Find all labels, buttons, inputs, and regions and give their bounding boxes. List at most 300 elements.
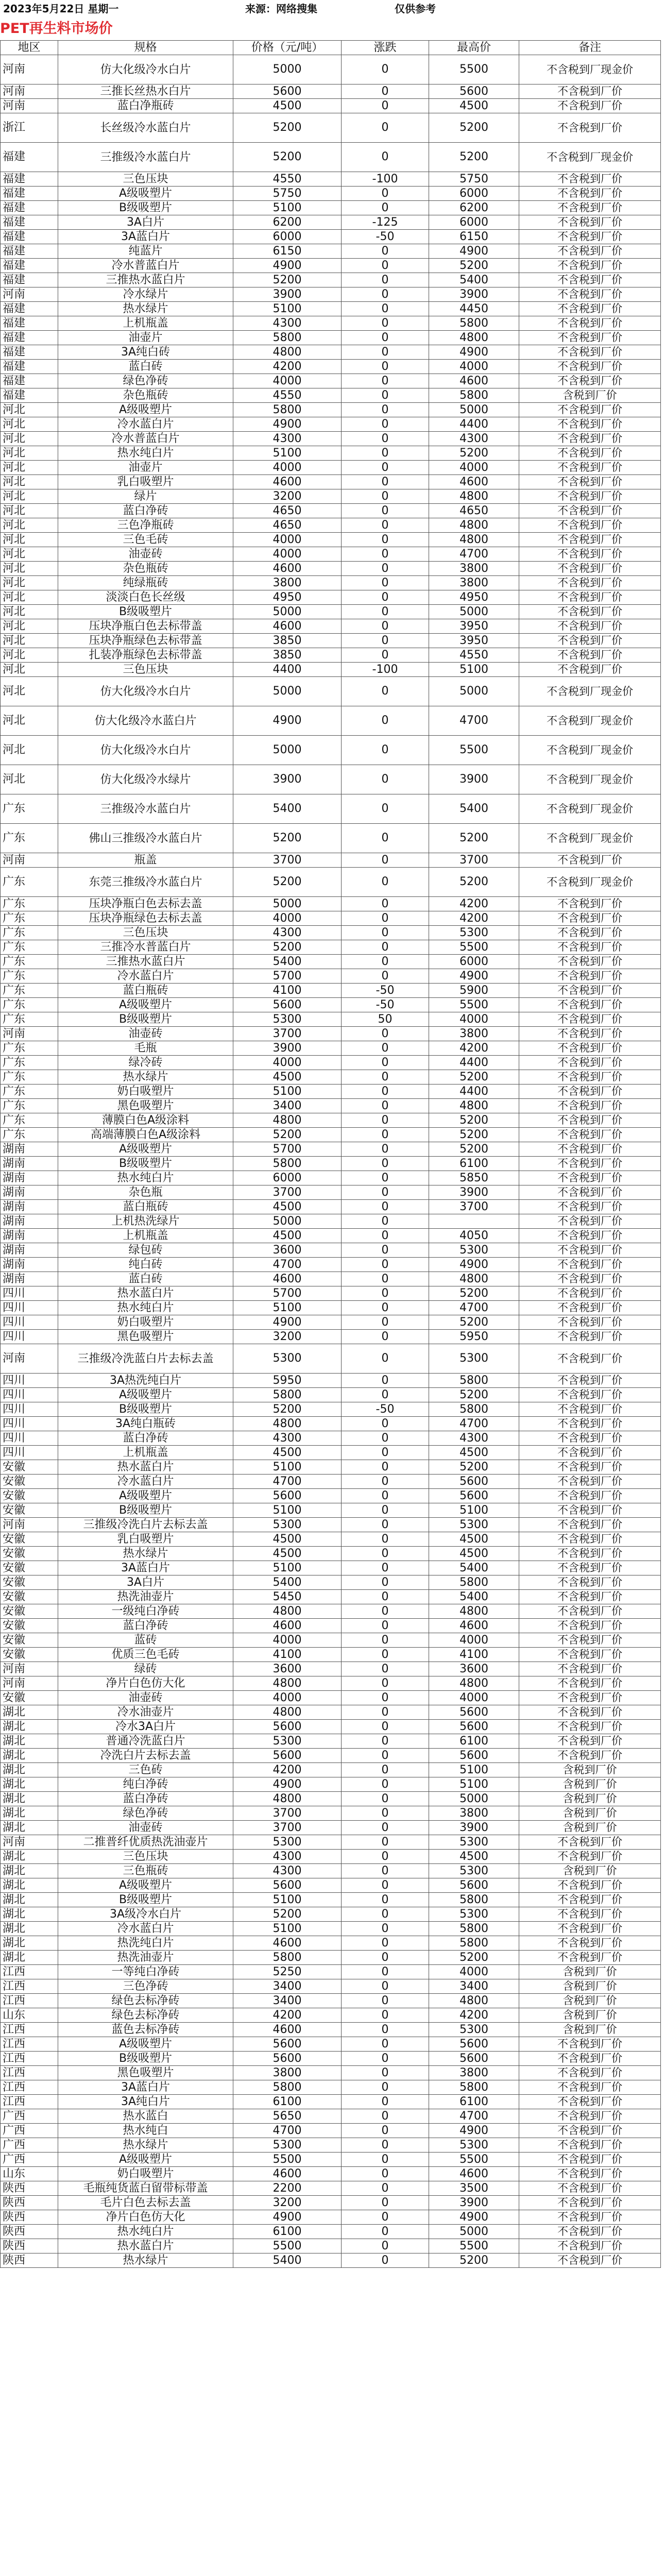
high-price-cell: 5300 — [429, 926, 519, 940]
high-price-cell: 3900 — [429, 2196, 519, 2210]
remark-cell: 不含税到厂价 — [519, 1648, 661, 1662]
region-cell: 广东 — [1, 926, 58, 940]
spec-cell: A级吸塑片 — [58, 1878, 233, 1893]
remark-cell: 不含税到厂价 — [519, 1402, 661, 1417]
change-cell: 0 — [342, 1518, 429, 1532]
region-cell: 江西 — [1, 1965, 58, 1979]
remark-cell: 不含税到厂价 — [519, 562, 661, 576]
table-row — [1, 1547, 661, 1561]
high-price-cell: 6150 — [429, 230, 519, 244]
change-cell: 0 — [342, 1315, 429, 1330]
table-row — [1, 1590, 661, 1604]
region-cell: 广东 — [1, 824, 58, 853]
spec-cell: 优质三色毛砖 — [58, 1648, 233, 1662]
table-row — [1, 1503, 661, 1518]
remark-cell: 不含税到厂价 — [519, 1431, 661, 1446]
change-cell: 0 — [342, 2052, 429, 2066]
table-row — [1, 1777, 661, 1792]
change-cell: 0 — [342, 1243, 429, 1258]
price-cell: 5100 — [233, 446, 342, 461]
change-cell: 0 — [342, 417, 429, 432]
table-row — [1, 1128, 661, 1142]
spec-cell: B级吸塑片 — [58, 1157, 233, 1171]
table-row — [1, 1402, 661, 1417]
region-cell: 湖南 — [1, 1258, 58, 1272]
price-cell: 4800 — [233, 1676, 342, 1691]
price-cell: 5400 — [233, 1575, 342, 1590]
remark-cell: 不含税到厂价 — [519, 619, 661, 634]
column-header-remark: 备注 — [519, 41, 661, 55]
remark-cell: 不含税到厂价 — [519, 897, 661, 911]
spec-cell: A级吸塑片 — [58, 1489, 233, 1503]
price-cell: 5800 — [233, 403, 342, 417]
remark-cell: 不含税到厂价 — [519, 489, 661, 504]
spec-cell: 纯蓝片 — [58, 244, 233, 259]
region-cell: 河北 — [1, 461, 58, 475]
region-cell: 四川 — [1, 1402, 58, 1417]
table-row — [1, 998, 661, 1012]
spec-cell: 上机热洗绿片 — [58, 1214, 233, 1229]
region-cell: 湖北 — [1, 1806, 58, 1821]
table-row — [1, 113, 661, 143]
remark-cell: 不含税到厂价 — [519, 345, 661, 360]
price-cell: 5200 — [233, 1402, 342, 1417]
region-cell: 陕西 — [1, 2181, 58, 2196]
change-cell: 0 — [342, 2095, 429, 2109]
region-cell: 湖北 — [1, 1749, 58, 1763]
change-cell: 0 — [342, 1374, 429, 1388]
price-cell: 5300 — [233, 1835, 342, 1850]
spec-cell: B级吸塑片 — [58, 1012, 233, 1027]
region-cell: 湖北 — [1, 1893, 58, 1907]
change-cell: 0 — [342, 287, 429, 302]
table-row — [1, 940, 661, 955]
table-row — [1, 187, 661, 201]
table-row — [1, 1185, 661, 1200]
spec-cell: 3A白片 — [58, 215, 233, 230]
high-price-cell: 5000 — [429, 403, 519, 417]
high-price-cell: 5750 — [429, 172, 519, 187]
remark-cell: 不含税到厂价 — [519, 1272, 661, 1286]
remark-cell: 不含税到厂现金价 — [519, 677, 661, 706]
remark-cell: 不含税到厂价 — [519, 1561, 661, 1575]
spec-cell: 油壶砖 — [58, 1821, 233, 1835]
change-cell: 0 — [342, 1258, 429, 1272]
change-cell: 0 — [342, 2109, 429, 2124]
remark-cell: 不含税到厂价 — [519, 1417, 661, 1431]
table-row — [1, 273, 661, 287]
spec-cell: 绿片 — [58, 489, 233, 504]
region-cell: 江西 — [1, 2066, 58, 2080]
remark-cell: 不含税到厂价 — [519, 2196, 661, 2210]
spec-cell: 三色毛砖 — [58, 533, 233, 547]
spec-cell: 绿色净砖 — [58, 1806, 233, 1821]
spec-cell: 奶白吸塑片 — [58, 1084, 233, 1099]
change-cell: 0 — [342, 1705, 429, 1720]
remark-cell: 不含税到厂价 — [519, 187, 661, 201]
price-cell: 5300 — [233, 1734, 342, 1749]
remark-cell: 不含税到厂价 — [519, 1157, 661, 1171]
high-price-cell: 4400 — [429, 1084, 519, 1099]
price-cell: 4500 — [233, 1446, 342, 1460]
high-price-cell: 5800 — [429, 2080, 519, 2095]
table-row — [1, 1763, 661, 1777]
region-cell: 四川 — [1, 1301, 58, 1315]
region-cell: 四川 — [1, 1388, 58, 1402]
spec-cell: 3A蓝白片 — [58, 1561, 233, 1575]
high-price-cell: 4000 — [429, 1691, 519, 1705]
remark-cell: 不含税到厂价 — [519, 1056, 661, 1070]
high-price-cell: 4700 — [429, 547, 519, 562]
remark-cell: 不含税到厂价 — [519, 1907, 661, 1922]
remark-cell: 不含税到厂价 — [519, 1850, 661, 1864]
change-cell: 0 — [342, 345, 429, 360]
change-cell: 0 — [342, 1763, 429, 1777]
change-cell: -100 — [342, 172, 429, 187]
price-cell: 5100 — [233, 1503, 342, 1518]
table-row — [1, 1142, 661, 1157]
price-cell: 5100 — [233, 1922, 342, 1936]
remark-cell: 不含税到厂价 — [519, 547, 661, 562]
price-cell: 4600 — [233, 475, 342, 489]
remark-cell: 不含税到厂价 — [519, 1041, 661, 1056]
region-cell: 江西 — [1, 2080, 58, 2095]
high-price-cell: 4500 — [429, 99, 519, 113]
price-cell: 4000 — [233, 461, 342, 475]
change-cell: 0 — [342, 926, 429, 940]
remark-cell: 不含税到厂价 — [519, 1214, 661, 1229]
region-cell: 河北 — [1, 518, 58, 533]
price-cell: 5200 — [233, 824, 342, 853]
change-cell: 0 — [342, 1604, 429, 1619]
price-cell: 5750 — [233, 187, 342, 201]
remark-cell: 不含税到厂价 — [519, 1676, 661, 1691]
table-row — [1, 1965, 661, 1979]
price-cell: 4650 — [233, 518, 342, 533]
spec-cell: B级吸塑片 — [58, 605, 233, 619]
remark-cell: 不含税到厂现金价 — [519, 765, 661, 794]
high-price-cell: 4200 — [429, 1041, 519, 1056]
change-cell: 0 — [342, 1070, 429, 1084]
change-cell: 0 — [342, 1648, 429, 1662]
price-cell: 3700 — [233, 1821, 342, 1835]
table-row — [1, 2008, 661, 2023]
spec-cell: 长丝级冷水蓝白片 — [58, 113, 233, 143]
change-cell: 0 — [342, 316, 429, 331]
high-price-cell: 5300 — [429, 1835, 519, 1850]
region-cell: 河北 — [1, 634, 58, 648]
remark-cell: 不含税到厂价 — [519, 403, 661, 417]
change-cell: 0 — [342, 1590, 429, 1604]
spec-cell: 上机瓶盖 — [58, 1229, 233, 1243]
spec-cell: 冷水油壶片 — [58, 1705, 233, 1720]
table-row — [1, 736, 661, 765]
remark-cell: 含税到厂价 — [519, 1777, 661, 1792]
region-cell: 福建 — [1, 374, 58, 388]
spec-cell: 冷水蓝白片 — [58, 1922, 233, 1936]
price-cell: 5100 — [233, 1893, 342, 1907]
price-cell: 3700 — [233, 1027, 342, 1041]
remark-cell: 不含税到厂价 — [519, 1662, 661, 1676]
price-cell: 3400 — [233, 1994, 342, 2008]
high-price-cell: 3900 — [429, 287, 519, 302]
price-cell: 6000 — [233, 1171, 342, 1185]
spec-cell: 三色瓶砖 — [58, 1864, 233, 1878]
region-cell: 河北 — [1, 663, 58, 677]
region-cell: 陕西 — [1, 2239, 58, 2253]
remark-cell: 不含税到厂价 — [519, 648, 661, 663]
high-price-cell: 4550 — [429, 648, 519, 663]
remark-cell: 不含税到厂价 — [519, 172, 661, 187]
change-cell: 0 — [342, 911, 429, 926]
price-cell: 3600 — [233, 1243, 342, 1258]
change-cell: 0 — [342, 1417, 429, 1431]
table-row — [1, 1243, 661, 1258]
region-cell: 广东 — [1, 984, 58, 998]
high-price-cell: 4000 — [429, 1012, 519, 1027]
high-price-cell: 5000 — [429, 1792, 519, 1806]
remark-cell: 不含税到厂价 — [519, 2052, 661, 2066]
region-cell: 湖南 — [1, 1157, 58, 1171]
price-cell: 4400 — [233, 663, 342, 677]
high-price-cell: 5200 — [429, 1070, 519, 1084]
region-cell: 广东 — [1, 868, 58, 897]
table-row — [1, 1951, 661, 1965]
table-row — [1, 2253, 661, 2268]
spec-cell: 热洗油壶片 — [58, 1951, 233, 1965]
high-price-cell: 4700 — [429, 2109, 519, 2124]
price-cell: 4200 — [233, 360, 342, 374]
spec-cell: 纯白净砖 — [58, 1777, 233, 1792]
spec-cell: 瓶盖 — [58, 853, 233, 868]
region-cell: 江西 — [1, 2037, 58, 2052]
high-price-cell: 6000 — [429, 955, 519, 969]
remark-cell: 不含税到厂价 — [519, 1344, 661, 1374]
remark-cell: 不含税到厂价 — [519, 1547, 661, 1561]
price-cell: 5600 — [233, 2037, 342, 2052]
region-cell: 湖南 — [1, 1214, 58, 1229]
change-cell: 0 — [342, 273, 429, 287]
spec-cell: 三色净瓶砖 — [58, 518, 233, 533]
remark-cell: 不含税到厂价 — [519, 374, 661, 388]
table-row — [1, 1705, 661, 1720]
price-cell: 3900 — [233, 1041, 342, 1056]
change-cell: 0 — [342, 533, 429, 547]
change-cell: 0 — [342, 1777, 429, 1792]
high-price-cell: 3900 — [429, 1185, 519, 1200]
high-price-cell: 4700 — [429, 1301, 519, 1315]
price-cell: 4550 — [233, 172, 342, 187]
change-cell: 0 — [342, 2037, 429, 2052]
region-cell: 河北 — [1, 489, 58, 504]
high-price-cell: 5200 — [429, 1113, 519, 1128]
spec-cell: 蓝色去标净砖 — [58, 2023, 233, 2037]
change-cell: 0 — [342, 1475, 429, 1489]
price-cell: 4600 — [233, 1936, 342, 1951]
spec-cell: 压块净瓶绿色去标带盖 — [58, 634, 233, 648]
change-cell: 0 — [342, 2023, 429, 2037]
spec-cell: 绿包砖 — [58, 1243, 233, 1258]
remark-cell: 含税到厂价 — [519, 1979, 661, 1994]
price-cell: 5700 — [233, 969, 342, 984]
spec-cell: 绿冷砖 — [58, 1056, 233, 1070]
change-cell: 0 — [342, 1041, 429, 1056]
high-price-cell: 6100 — [429, 2095, 519, 2109]
change-cell: 0 — [342, 868, 429, 897]
table-row — [1, 547, 661, 562]
region-cell: 安徽 — [1, 1503, 58, 1518]
region-cell: 河北 — [1, 475, 58, 489]
change-cell: 0 — [342, 1301, 429, 1315]
remark-cell: 不含税到厂价 — [519, 955, 661, 969]
change-cell: 0 — [342, 2153, 429, 2167]
high-price-cell: 4900 — [429, 969, 519, 984]
change-cell: 0 — [342, 475, 429, 489]
high-price-cell: 5200 — [429, 259, 519, 273]
price-cell: 5500 — [233, 2153, 342, 2167]
remark-cell: 不含税到厂现金价 — [519, 143, 661, 172]
table-row — [1, 1749, 661, 1763]
high-price-cell: 5200 — [429, 1128, 519, 1142]
spec-cell: 油壶砖 — [58, 1027, 233, 1041]
change-cell: 0 — [342, 897, 429, 911]
remark-cell: 不含税到厂价 — [519, 113, 661, 143]
table-row — [1, 2052, 661, 2066]
high-price-cell: 5800 — [429, 1374, 519, 1388]
remark-cell: 不含税到厂价 — [519, 1893, 661, 1907]
price-cell: 6000 — [233, 230, 342, 244]
table-row — [1, 955, 661, 969]
high-price-cell: 4800 — [429, 1272, 519, 1286]
table-row — [1, 1315, 661, 1330]
remark-cell: 不含税到厂价 — [519, 1951, 661, 1965]
price-cell: 3600 — [233, 1662, 342, 1676]
price-cell: 5100 — [233, 201, 342, 215]
high-price-cell: 4900 — [429, 1258, 519, 1272]
change-cell: 0 — [342, 446, 429, 461]
remark-cell: 不含税到厂价 — [519, 1128, 661, 1142]
region-cell: 福建 — [1, 316, 58, 331]
spec-cell: 三推热水蓝白片 — [58, 273, 233, 287]
high-price-cell: 4950 — [429, 590, 519, 605]
change-cell: 0 — [342, 1272, 429, 1286]
high-price-cell: 5600 — [429, 84, 519, 99]
price-cell: 4800 — [233, 345, 342, 360]
spec-cell: 三推级冷洗白片去标去盖 — [58, 1518, 233, 1532]
high-price-cell: 5600 — [429, 1475, 519, 1489]
remark-cell: 不含税到厂现金价 — [519, 706, 661, 736]
price-cell: 5250 — [233, 1965, 342, 1979]
region-cell: 安徽 — [1, 1633, 58, 1648]
region-cell: 湖北 — [1, 1763, 58, 1777]
high-price-cell: 6100 — [429, 1157, 519, 1171]
region-cell: 安徽 — [1, 1575, 58, 1590]
table-row — [1, 634, 661, 648]
change-cell: 0 — [342, 2138, 429, 2153]
spec-cell: 3A蓝白片 — [58, 2080, 233, 2095]
change-cell: 0 — [342, 1965, 429, 1979]
spec-cell: 冷洗白片去标去盖 — [58, 1749, 233, 1763]
table-row — [1, 533, 661, 547]
price-cell: 3800 — [233, 2066, 342, 2080]
high-price-cell: 3500 — [429, 2181, 519, 2196]
remark-cell: 不含税到厂价 — [519, 1027, 661, 1041]
price-cell: 5000 — [233, 605, 342, 619]
spec-cell: 上机瓶盖 — [58, 1446, 233, 1460]
spec-cell: 3A级冷水白片 — [58, 1907, 233, 1922]
remark-cell: 不含税到厂价 — [519, 475, 661, 489]
page-title: PET再生料市场价 — [0, 21, 113, 37]
remark-cell: 不含税到厂价 — [519, 1720, 661, 1734]
spec-cell: 热水绿片 — [58, 1070, 233, 1084]
region-cell: 福建 — [1, 345, 58, 360]
high-price-cell: 3800 — [429, 576, 519, 590]
change-cell: 0 — [342, 1099, 429, 1113]
region-cell: 福建 — [1, 143, 58, 172]
remark-cell: 不含税到厂价 — [519, 1575, 661, 1590]
high-price-cell: 5100 — [429, 1777, 519, 1792]
high-price-cell: 3950 — [429, 619, 519, 634]
price-cell: 4900 — [233, 2210, 342, 2225]
region-cell: 河北 — [1, 677, 58, 706]
change-cell: 0 — [342, 677, 429, 706]
remark-cell: 不含税到厂价 — [519, 940, 661, 955]
change-cell: 0 — [342, 489, 429, 504]
remark-cell: 不含税到厂价 — [519, 1633, 661, 1648]
high-price-cell: 5800 — [429, 316, 519, 331]
region-cell: 安徽 — [1, 1460, 58, 1475]
remark-cell: 不含税到厂价 — [519, 84, 661, 99]
region-cell: 河南 — [1, 55, 58, 84]
region-cell: 湖南 — [1, 1142, 58, 1157]
table-header — [1, 41, 661, 55]
change-cell: 0 — [342, 1185, 429, 1200]
price-cell: 5300 — [233, 1518, 342, 1532]
spec-cell: 仿大化级冷水蓝白片 — [58, 706, 233, 736]
spec-cell: 油壶砖 — [58, 547, 233, 562]
region-cell: 广东 — [1, 955, 58, 969]
remark-cell: 不含税到厂价 — [519, 2253, 661, 2268]
change-cell: 0 — [342, 2167, 429, 2181]
price-cell: 4950 — [233, 590, 342, 605]
change-cell: 0 — [342, 1893, 429, 1907]
table-row — [1, 1619, 661, 1633]
high-price-cell: 6100 — [429, 1734, 519, 1749]
high-price-cell: 4900 — [429, 2210, 519, 2225]
region-cell: 四川 — [1, 1286, 58, 1301]
price-cell: 5200 — [233, 868, 342, 897]
remark-cell: 不含税到厂现金价 — [519, 794, 661, 824]
spec-cell: 蓝白瓶砖 — [58, 984, 233, 998]
remark-cell: 含税到厂价 — [519, 1994, 661, 2008]
high-price-cell: 5000 — [429, 677, 519, 706]
high-price-cell: 4800 — [429, 1604, 519, 1619]
change-cell: 0 — [342, 1864, 429, 1878]
region-cell: 湖北 — [1, 1878, 58, 1893]
high-price-cell: 5100 — [429, 1763, 519, 1777]
price-cell: 5300 — [233, 2138, 342, 2153]
spec-cell: 奶白吸塑片 — [58, 1315, 233, 1330]
remark-cell: 不含税到厂价 — [519, 1475, 661, 1489]
remark-cell: 含税到厂价 — [519, 1806, 661, 1821]
spec-cell: 热水蓝白片 — [58, 2239, 233, 2253]
spec-cell: 黑色吸塑片 — [58, 1330, 233, 1344]
change-cell: 0 — [342, 736, 429, 765]
table-row — [1, 504, 661, 518]
table-row — [1, 562, 661, 576]
region-cell: 湖北 — [1, 1951, 58, 1965]
change-cell: 0 — [342, 504, 429, 518]
